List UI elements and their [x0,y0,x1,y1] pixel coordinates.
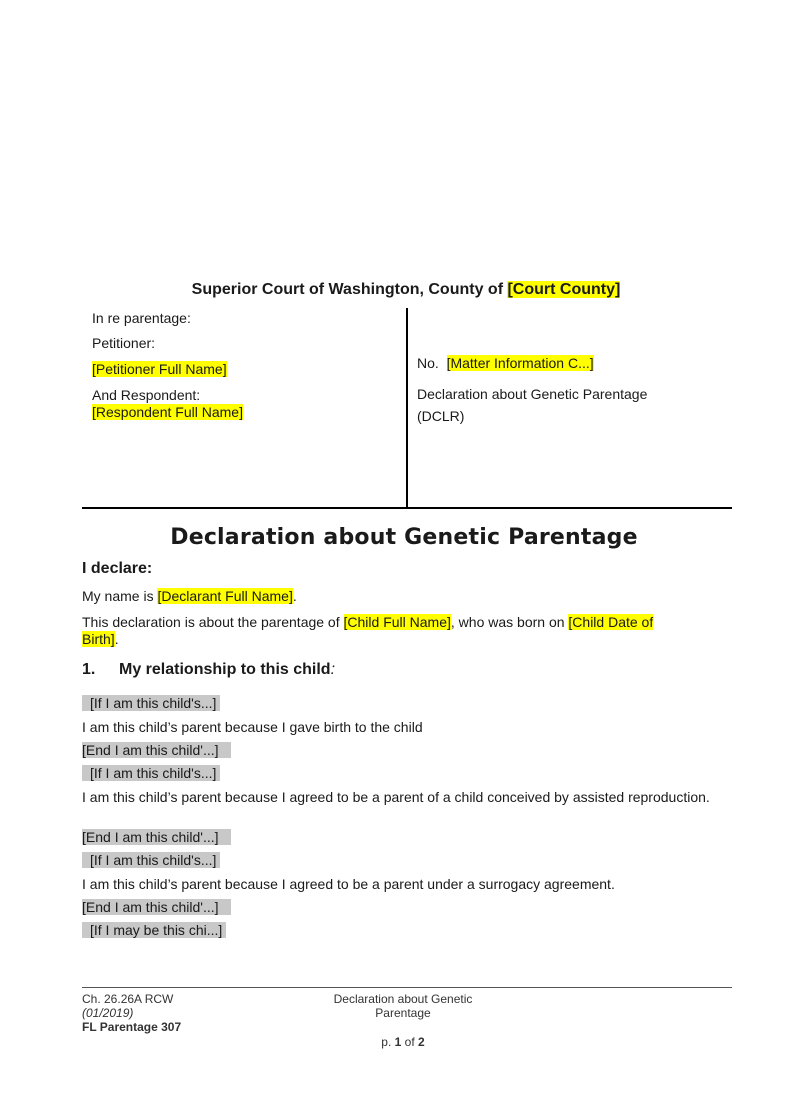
court-title [0,281,800,299]
child-suffix: . [114,631,119,647]
footer-statute: Ch. 26.26A RCW [82,992,174,1006]
form-title-line1: Declaration about Genetic Parentage [417,386,648,402]
relationship-text-3: I am this child’s parent because I agreed to be a parent under a surrogacy agreement. [82,876,615,892]
document-title: Declaration about Genetic Parentage [170,525,638,550]
section-1-colon: : [330,661,336,678]
footer-center-title [300,992,506,1020]
court-county-field[interactable]: [Court County] [507,281,621,298]
child-mid: , who was born on [450,614,569,630]
declare-heading: I declare: [82,560,153,577]
conditional-tag-end-3[interactable] [82,899,732,916]
in-re-label: In re parentage: [92,310,191,326]
petitioner-label: Petitioner: [92,335,156,351]
caption-divider-vertical [406,308,408,507]
page-number [300,1035,506,1049]
relationship-text-2: I am this child’s parent because I agreed to be a parent of a child conceived by assisted reproduction. [82,789,710,805]
section-1-title-text: My relationship to this child [119,661,331,678]
child-prefix: This declaration is about the parentage of [82,614,344,630]
conditional-tag-end-1[interactable] [82,742,732,759]
child-name-field[interactable]: [Child Full Name] [343,614,451,630]
conditional-tag-if-2[interactable] [82,765,732,782]
tag-if-1[interactable]: [If I am this child's...] [82,695,220,711]
footer-center-line1: Declaration about Genetic [333,992,473,1006]
conditional-tag-end-2[interactable] [82,829,732,846]
child-dob-field-cont[interactable]: Birth] [82,631,115,647]
section-1-title [119,661,335,679]
tag-if-2[interactable]: [If I am this child's...] [82,765,220,781]
name-prefix: My name is [82,588,158,604]
declarant-sentence [82,588,732,605]
footer-form-code: FL Parentage 307 [82,1020,182,1034]
conditional-tag-if-4[interactable] [82,922,732,939]
case-number-label: No. [417,355,439,371]
child-dob-field[interactable]: [Child Date of [568,614,654,630]
name-suffix: . [292,588,297,604]
caption-divider-horizontal [82,507,732,509]
petitioner-name-field[interactable]: [Petitioner Full Name] [92,361,227,377]
conditional-tag-if-3[interactable] [82,852,732,869]
tag-if-3[interactable]: [If I am this child's...] [82,852,220,868]
respondent-label: And Respondent: [92,387,201,403]
respondent-name-field[interactable]: [Respondent Full Name] [92,404,243,420]
page-mid: of [401,1035,419,1049]
page-current: 1 [394,1035,402,1049]
section-1-number: 1. [82,661,96,678]
page-total: 2 [418,1035,425,1049]
footer-center-line2: Parentage [375,1006,431,1020]
matter-info-field[interactable]: [Matter Information C...] [446,355,594,371]
child-sentence [82,614,732,648]
conditional-tag-if-1[interactable] [82,695,732,712]
tag-end-1[interactable]: [End I am this child'...] [82,742,231,758]
page-prefix: p. [381,1035,395,1049]
case-number [417,355,594,371]
footer-date: (01/2019) [82,1006,134,1020]
tag-end-3[interactable]: [End I am this child'...] [82,899,231,915]
relationship-text-1: I am this child’s parent because I gave birth to the child [82,719,423,735]
declarant-name-field[interactable]: [Declarant Full Name] [157,588,293,604]
tag-if-4[interactable]: [If I may be this chi...] [82,922,226,938]
form-title-line2: (DCLR) [417,408,465,424]
footer-divider [82,987,732,988]
tag-end-2[interactable]: [End I am this child'...] [82,829,231,845]
court-prefix: Superior Court of Washington, County of [191,281,508,298]
